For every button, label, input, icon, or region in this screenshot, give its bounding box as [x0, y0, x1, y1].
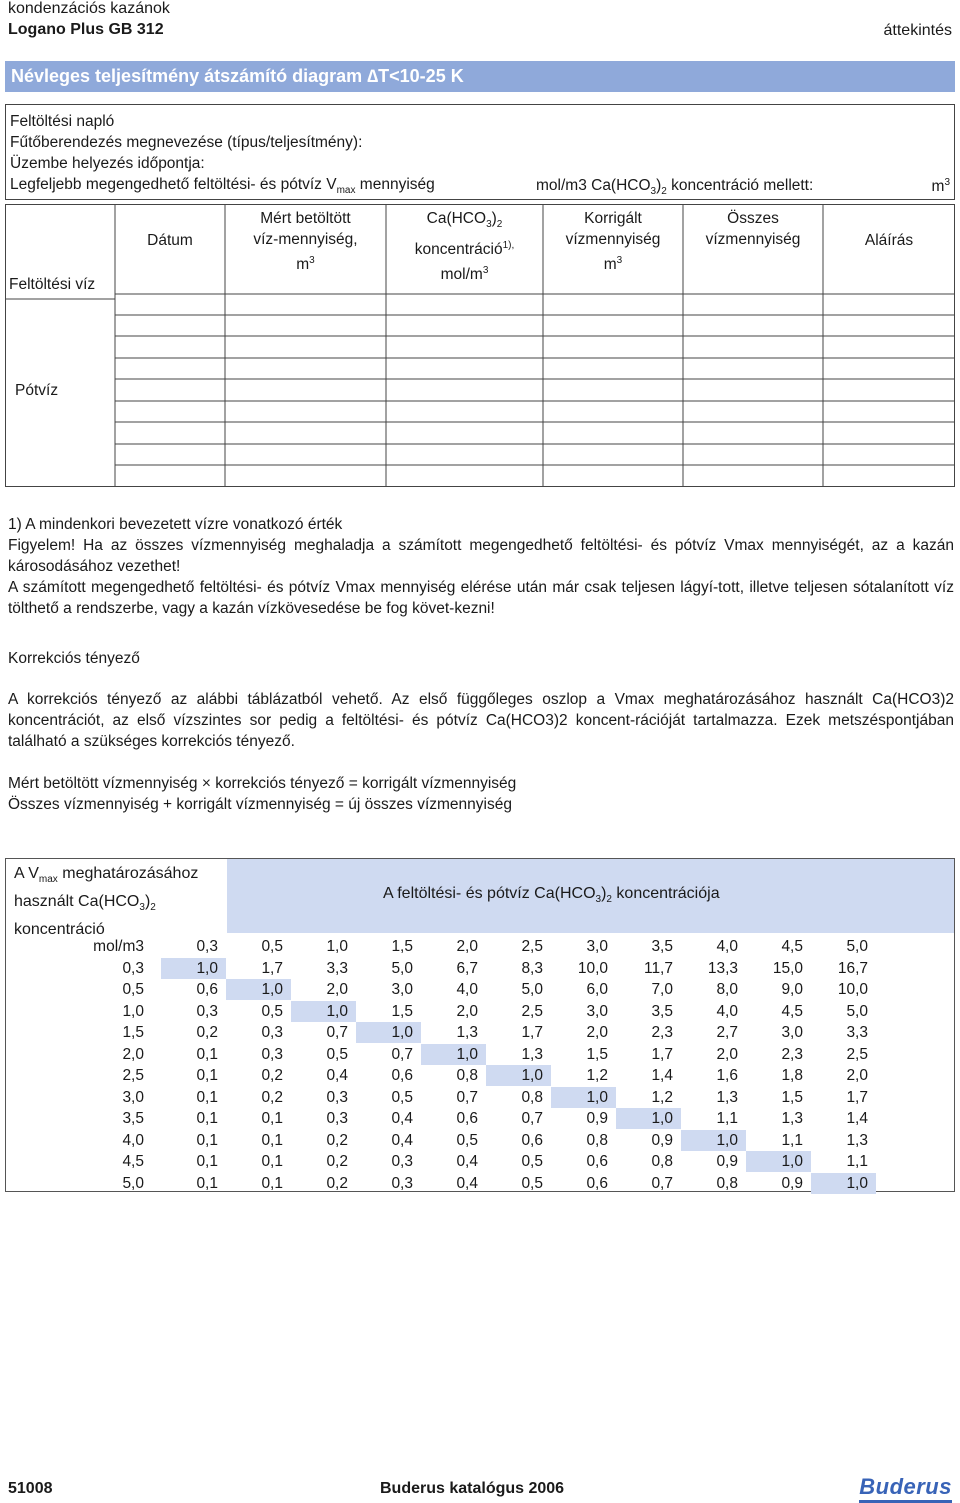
info-text: A számított megengedhető feltöltési- és pótvíz Vmax mennyiség elérése után már csak teljesen lágyí-tott, illetve teljesen sótalanított víz tölthető a rendszerbe, vagy a kazán vízkövesedése be fog követ-kezni! — [8, 579, 954, 617]
table-cell: 1,1 — [846, 1153, 868, 1170]
table-cell: 0,1 — [196, 1110, 218, 1127]
table-cell: 0,3 — [391, 1174, 413, 1192]
table-cell: 0,3 — [196, 1002, 218, 1020]
table-cell: 0,1 — [261, 1110, 283, 1127]
row-makeup-water: Pótvíz — [15, 382, 59, 399]
col-total-volume: Összes vízmennyiség — [705, 210, 801, 248]
col-signature: Aláírás — [864, 232, 914, 249]
table-cell: 8,3 — [521, 959, 543, 977]
table-cell: 10,0 — [577, 959, 608, 977]
table-cell: 0,3 — [326, 1088, 348, 1106]
table-cell: 2,5 — [846, 1045, 868, 1063]
table-row — [6, 1087, 954, 1108]
table-cell: 0,6 — [196, 981, 218, 998]
table-cell: 0,6 — [521, 1131, 543, 1149]
table-cell: 0,4 — [391, 1131, 413, 1149]
table-cell: 0,8 — [521, 1088, 543, 1106]
table-cell: 3,0 — [586, 938, 608, 955]
table-cell: 1,0 — [681, 1130, 746, 1151]
table-cell: 3,3 — [326, 959, 348, 977]
table-cell: 0,1 — [196, 1174, 218, 1192]
table-cell: 0,4 — [391, 1110, 413, 1127]
table-cell: 1,0 — [551, 1087, 616, 1108]
table-cell: 2,0 — [846, 1067, 868, 1084]
table-cell: 0,3 — [261, 1024, 283, 1041]
table-cell: 0,6 — [391, 1067, 413, 1084]
table-row — [6, 1130, 954, 1151]
table-cell: 1,3 — [521, 1045, 543, 1063]
table-cell: 1,5 — [781, 1088, 803, 1106]
table-cell: 1,4 — [846, 1110, 868, 1127]
table-cell: 4,0 — [716, 938, 738, 955]
table-row — [6, 1022, 954, 1043]
table-cell: 1,1 — [716, 1110, 738, 1127]
table-cell: 1,0 — [326, 938, 348, 955]
table-cell: 0,2 — [261, 1067, 283, 1084]
correction-text: A korrekciós tényező az alábbi táblázatból vehető. Az első függőleges oszlop a Vmax meghatározásához használt Ca(HCO3)2 koncentrációt, az első vízszintes sor pedig a feltöltési- és pótvíz Ca(HCO3)2 koncent-rációját tartalmazza. Ezek metszéspontjában található a szükséges korrekciós tényező. — [8, 691, 954, 750]
table-cell: 3,5 — [651, 1002, 673, 1020]
table-cell: 0,1 — [196, 1067, 218, 1084]
table-cell: 1,0 — [356, 1022, 421, 1043]
table-cell: 0,9 — [651, 1131, 673, 1149]
col-date: Dátum — [147, 232, 193, 249]
col-concentration: $Ca(HCO_3)_2$ koncentráció$^{1),}$ mol/$m^3$ — [414, 210, 515, 284]
table-cell: 0,5 — [521, 1153, 543, 1170]
header-fill-concentration: A feltöltési- és pótvíz $Ca(HCO_3)_2$ koncentrációja — [227, 859, 954, 933]
row-label: 1,5 — [122, 1024, 144, 1041]
formula-2: Összes vízmennyiség + korrigált vízmennyiség = új összes vízmennyiség — [8, 796, 512, 813]
table-cell: 1,0 — [161, 958, 226, 979]
fill-log-box — [5, 104, 955, 200]
table-cell: 2,3 — [651, 1024, 673, 1041]
table-cell: 0,5 — [456, 1131, 478, 1149]
row-label: 3,5 — [122, 1110, 144, 1127]
table-cell: 0,9 — [716, 1153, 738, 1170]
footnote: 1) A mindenkori bevezetett vízre vonatkozó érték — [8, 516, 343, 533]
row-label: 3,0 — [122, 1088, 144, 1106]
table-cell: 1,2 — [586, 1067, 608, 1084]
row-label: 2,0 — [122, 1045, 144, 1063]
table-cell: 1,0 — [291, 1001, 356, 1022]
formula-1: Mért betöltött vízmennyiség × korrekciós tényező = korrigált vízmennyiség — [8, 775, 517, 792]
col-measured-volume: Mért betöltött víz-mennyiség, $m^3$ — [253, 210, 358, 274]
table-cell: 0,3 — [326, 1110, 348, 1127]
log-commissioning-date: Üzembe helyezés időpontja: — [10, 155, 205, 172]
table-cell: 1,0 — [811, 1173, 876, 1194]
buderus-logo: Buderus — [859, 1474, 952, 1499]
table-cell: 0,6 — [586, 1153, 608, 1170]
table-cell: 0,4 — [326, 1067, 348, 1084]
table-cell: 2,0 — [586, 1024, 608, 1041]
table-cell: 0,1 — [196, 1131, 218, 1149]
table-row — [6, 1151, 954, 1172]
table-cell: 2,3 — [781, 1045, 803, 1063]
row-label: 2,5 — [122, 1067, 144, 1084]
log-unit: $m^3$ — [931, 177, 950, 196]
table-cell: 0,5 — [391, 1088, 413, 1106]
row-label: 1,0 — [122, 1002, 144, 1020]
table-cell: 5,0 — [521, 981, 543, 998]
table-cell: 0,8 — [716, 1174, 738, 1192]
row-fill-water: Feltöltési víz — [9, 276, 96, 293]
table-cell: 1,5 — [391, 1002, 413, 1020]
table-cell: 2,7 — [716, 1024, 738, 1041]
table-cell: 1,7 — [846, 1088, 868, 1106]
table-cell: 0,7 — [456, 1088, 478, 1106]
page-code: 51008 — [8, 1480, 53, 1497]
table-cell: 1,3 — [716, 1088, 738, 1106]
table-cell: 4,5 — [781, 938, 803, 955]
table-cell: 4,0 — [456, 981, 478, 998]
table-cell: 0,1 — [196, 1088, 218, 1106]
table-cell: 0,6 — [586, 1174, 608, 1192]
table-cell: 0,9 — [586, 1110, 608, 1127]
section-label: áttekintés — [883, 22, 952, 39]
table-row — [6, 958, 954, 979]
table-cell: 0,4 — [456, 1174, 478, 1192]
table-cell: 8,0 — [716, 981, 738, 998]
row-label: 0,3 — [122, 959, 144, 977]
fill-record-grid — [5, 204, 955, 487]
table-cell: 3,0 — [781, 1024, 803, 1041]
table-row — [6, 1108, 954, 1129]
table-cell: 0,6 — [456, 1110, 478, 1127]
table-cell: 2,0 — [326, 981, 348, 998]
category-label: kondenzációs kazánok — [8, 0, 170, 17]
catalog-title: Buderus katalógus 2006 — [380, 1480, 565, 1497]
table-cell: 0,5 — [326, 1045, 348, 1063]
table-cell: 1,1 — [781, 1131, 803, 1149]
table-cell: 0,7 — [391, 1045, 413, 1063]
table-cell: 10,0 — [837, 981, 868, 998]
banner-title: Névleges teljesítmény átszámító diagram ∆T<10-25 K — [11, 66, 464, 86]
table-cell: 1,0 — [486, 1065, 551, 1086]
table-cell: 1,7 — [651, 1045, 673, 1063]
table-cell: 1,6 — [716, 1067, 738, 1084]
table-cell: 13,3 — [707, 959, 738, 977]
table-cell: 0,5 — [521, 1174, 543, 1192]
table-cell: 4,5 — [781, 1002, 803, 1020]
table-cell: 0,1 — [261, 1153, 283, 1170]
table-cell: 4,0 — [716, 1002, 738, 1020]
col-corrected-volume: Korrigált vízmennyiség $m^3$ — [565, 210, 661, 274]
table-cell: 0,7 — [651, 1174, 673, 1192]
table-cell: 1,4 — [651, 1067, 673, 1084]
table-cell: 0,2 — [326, 1153, 348, 1170]
table-row — [6, 979, 954, 1000]
table-cell: 1,3 — [846, 1131, 868, 1149]
table-cell: 1,5 — [391, 938, 413, 955]
product-title: Logano Plus GB 312 — [8, 21, 164, 38]
table-cell: 2,0 — [456, 1002, 478, 1020]
table-cell: 7,0 — [651, 981, 673, 998]
table-cell: 15,0 — [772, 959, 803, 977]
row-label: mol/m3 — [93, 938, 144, 955]
table-cell: 2,5 — [521, 1002, 543, 1020]
row-label: 4,5 — [122, 1153, 144, 1170]
table-cell: 16,7 — [837, 959, 868, 977]
table-cell: 3,5 — [651, 938, 673, 955]
table-cell: 0,2 — [326, 1174, 348, 1192]
table-cell: 1,0 — [421, 1044, 486, 1065]
table-cell: 0,8 — [651, 1153, 673, 1170]
correction-table — [5, 858, 955, 1192]
unit-header-row — [6, 936, 954, 957]
table-cell: 5,0 — [391, 959, 413, 977]
table-cell: 0,7 — [326, 1024, 348, 1041]
table-cell: 0,1 — [261, 1174, 283, 1192]
table-cell: 2,0 — [456, 938, 478, 955]
table-cell: 1,0 — [616, 1108, 681, 1129]
table-cell: 1,0 — [746, 1151, 811, 1172]
table-row — [6, 1065, 954, 1086]
table-cell: 1,5 — [586, 1045, 608, 1063]
table-cell: 0,9 — [781, 1174, 803, 1192]
header-vmax-concentration: A $V_{max}$ meghatározásához használt $Ca(HCO_3)_2$ koncentráció — [6, 859, 225, 933]
table-cell: 1,8 — [781, 1067, 803, 1084]
table-cell: 0,2 — [326, 1131, 348, 1149]
table-cell: 0,7 — [521, 1110, 543, 1127]
row-label: 4,0 — [122, 1131, 144, 1149]
table-row — [6, 1173, 954, 1194]
table-cell: 1,3 — [781, 1110, 803, 1127]
table-cell: 0,8 — [586, 1131, 608, 1149]
log-concentration: mol/m3 $Ca(HCO_3)_2$ koncentráció mellett: — [536, 177, 814, 198]
row-label: 0,5 — [122, 981, 144, 998]
correction-table-header — [6, 859, 954, 939]
table-row — [6, 1001, 954, 1022]
table-cell: 9,0 — [781, 981, 803, 998]
table-cell: 2,0 — [716, 1045, 738, 1063]
table-cell: 1,7 — [261, 959, 283, 977]
table-cell: 11,7 — [643, 959, 673, 977]
table-cell: 0,1 — [196, 1153, 218, 1170]
table-cell: 0,4 — [456, 1153, 478, 1170]
table-cell: 0,2 — [196, 1024, 218, 1041]
correction-title: Korrekciós tényező — [8, 650, 140, 667]
table-cell: 0,5 — [261, 1002, 283, 1020]
table-row — [6, 1044, 954, 1065]
table-cell: 0,2 — [261, 1088, 283, 1106]
table-cell: 0,5 — [261, 938, 283, 955]
table-cell: 1,3 — [456, 1024, 478, 1041]
table-cell: 1,0 — [226, 979, 291, 1000]
table-cell: 1,7 — [521, 1024, 543, 1041]
table-cell: 0,8 — [456, 1067, 478, 1084]
table-cell: 2,5 — [521, 938, 543, 955]
table-cell: 0,3 — [196, 938, 218, 955]
table-cell: 3,3 — [846, 1024, 868, 1041]
section-banner — [5, 61, 955, 92]
log-title: Feltöltési napló — [10, 113, 115, 130]
table-cell: 0,1 — [196, 1045, 218, 1063]
table-cell: 0,1 — [261, 1131, 283, 1149]
table-cell: 5,0 — [846, 938, 868, 955]
table-cell: 0,3 — [391, 1153, 413, 1170]
log-system-name: Fűtőberendezés megnevezése (típus/teljesítmény): — [10, 134, 363, 151]
table-cell: 6,0 — [586, 981, 608, 998]
row-label: 5,0 — [122, 1174, 144, 1192]
warning-text: Figyelem! Ha az összes vízmennyiség meghaladja a számított megengedhető feltöltési- és pótvíz Vmax mennyiségét, az a kazán károsodásához vezethet! — [8, 537, 954, 575]
table-cell: 5,0 — [846, 1002, 868, 1020]
table-cell: 3,0 — [391, 981, 413, 998]
table-cell: 1,2 — [651, 1088, 673, 1106]
table-cell: 6,7 — [456, 959, 478, 977]
table-cell: 3,0 — [586, 1002, 608, 1020]
table-cell: 0,3 — [261, 1045, 283, 1063]
log-max-volume: Legfeljebb megengedhető feltöltési- és pótvíz $V_{max}$ mennyiség — [10, 176, 435, 197]
